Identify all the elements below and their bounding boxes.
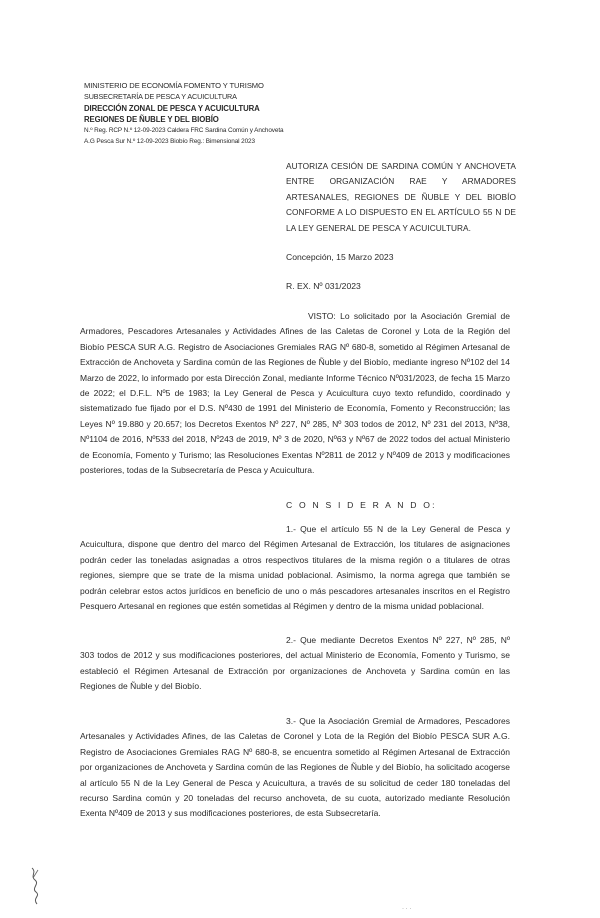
considerando-1: [80, 522, 510, 614]
resolution-reference: AUTORIZA CESIÓN DE SARDINA COMÚN Y ANCHOVETA ENTRE ORGANIZACIÓN RAE Y ARMADORES ARTESANALES, REGIONES DE ÑUBLE Y DEL BIOBÍO CONFORME A LO DISPUESTO EN EL ARTÍCULO 55 N DE LA LEY GENERAL DE PESCA Y ACUICULTURA.: [286, 161, 516, 233]
considerando-heading: C O N S I D E R A N D O:: [286, 500, 437, 510]
direccion-zonal-line: DIRECCIÓN ZONAL DE PESCA Y ACUICULTURA: [84, 103, 260, 113]
considerando-2: [80, 633, 510, 695]
city-date: Concepción, 15 Marzo 2023: [286, 252, 394, 262]
regions-line: REGIONES DE ÑUBLE Y DEL BIOBÍO: [84, 114, 219, 124]
margin-initials-mark: [28, 866, 42, 906]
considerando-2-text: 2.- Que mediante Decretos Exentos Nº 227, Nº 285, Nº 303 todos de 2012 y sus modificaciones posteriores, del actual Ministerio de Economía, Fomento y Turismo, se estableció el Régimen Artesanal de Extracción por organizaciones de Anchoveta y Sardina común en las Regiones de Ñuble y del Biobío.: [80, 635, 510, 692]
visto-label: VISTO:: [308, 311, 336, 321]
considerando-3: [80, 714, 510, 822]
resolution-number: R. EX. Nº 031/2023: [286, 281, 361, 291]
ministry-line: MINISTERIO DE ECONOMÍA FOMENTO Y TURISMO: [84, 81, 264, 90]
registry-line-2: A.G Pesca Sur N.º 12-09-2023 Biobío Reg.: Bimensional 2023: [84, 138, 255, 146]
considerando-3-text: 3.- Que la Asociación Gremial de Armadores, Pescadores Artesanales y Actividades Afines, de las Caletas de Coronel y Lota de la Región del Biobío PESCA SUR A.G. Registro de Asociaciones Gremiales RAG Nº 680-8, se encuentra sometido al Régimen Artesanal de Extracción por organizaciones de Anchoveta y Sardina común de las Regiones de Ñuble y del Biobío, ha solicitado acogerse al artículo 55 N de la Ley General de Pesca y Acuicultura, a través de su solicitud de ceder 180 toneladas del recurso Sardina común y 20 toneladas del recurso anchoveta, de su cuota, autorizado mediante Resolución Exenta Nº409 de 2013 y sus modificaciones posteriores, de esta Subsecretaría.: [80, 716, 510, 819]
subsecretaria-line: SUBSECRETARÍA DE PESCA Y ACUICULTURA: [84, 92, 237, 102]
registry-line-1: N.º Reg. RCP N.º 12-09-2023 Caldera FRC Sardina Común y Anchoveta: [84, 127, 284, 135]
visto-text: Lo solicitado por la Asociación Gremial de Armadores, Pescadores Artesanales y Actividades Afines de las Caletas de Coronel y Lota de la Región del Biobío PESCA SUR A.G. Registro de Asociaciones Gremiales RAG Nº 680-8, sometido al Régimen Artesanal de Extracción de Anchoveta y Sardina común de las Regiones de Ñuble y del Biobío, mediante ingreso Nº102 del 14 Marzo de 2022, lo informado por esta Dirección Zonal, mediante Informe Técnico Nº031/2023, de fecha 15 Marzo de 2022; el D.F.L. Nº5 de 1983; la Ley General de Pesca y Acuicultura cuyo texto refundido, coordinado y sistematizado fue fijado por el D.S. Nº430 de 1991 del Ministerio de Economía, Fomento y Reconstrucción; las Leyes Nº 19.880 y 20.657; los Decretos Exentos Nº 227, Nº 285, Nº 303 todos de 2012, Nº 231 del 2013, Nº38, Nº1104 de 2016, Nº533 del 2018, Nº243 de 2019, Nº 3 de 2020, Nº63 y Nº67 de 2022 todos del actual Ministerio de Economía, Fomento y Turismo; las Resoluciones Exentas Nº2811 de 2012 y Nº409 de 2013 y modificaciones posteriores, todas de la Subsecretaría de Pesca y Acuicultura.: [80, 311, 510, 476]
visto-paragraph: [80, 309, 510, 478]
considerando-1-text: 1.- Que el artículo 55 N de la Ley General de Pesca y Acuicultura, dispone que dentro del marco del Régimen Artesanal de Extracción, los titulares de asignaciones podrán ceder las toneladas asignadas a otros respectivos titulares de la misma región o a titulares de otras regiones, siempre que se trate de la misma unidad poblacional. Asimismo, la norma agrega que también se podrán celebrar estos actos jurídicos en beneficio de uno o más pescadores artesanales inscritos en el Registro Pesquero Artesanal en regiones que estén sometidas al Régimen y dentro de la misma unidad poblacional.: [80, 524, 510, 612]
footer-mark: · · ·: [402, 906, 412, 912]
letterhead: [84, 80, 324, 148]
